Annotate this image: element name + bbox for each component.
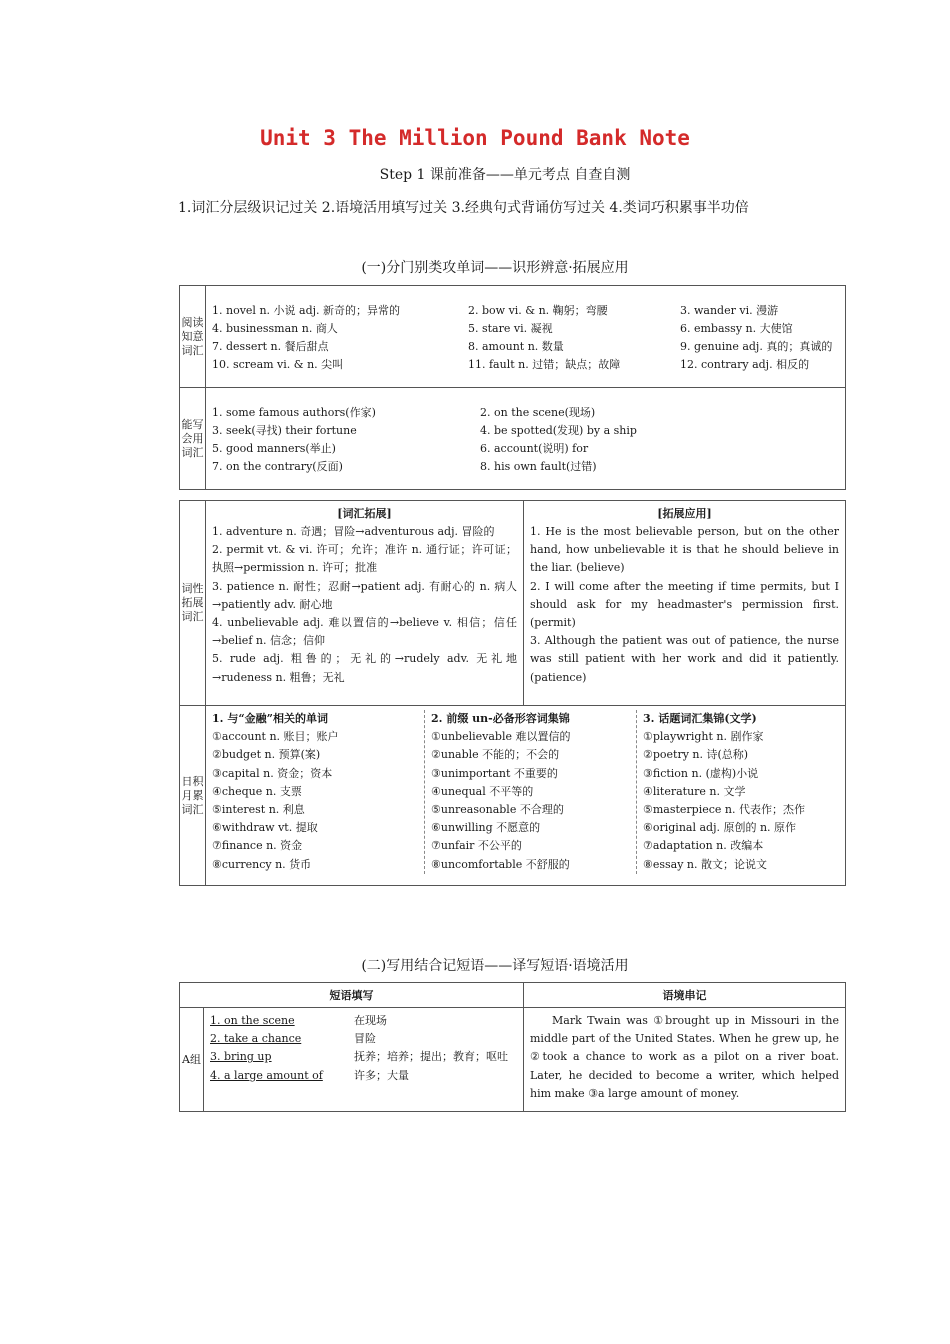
prefix-header: 2. 前缀 un-必备形容词集锦 — [431, 712, 570, 725]
list-item: ④literature n. 文学 — [643, 784, 746, 798]
list-item: 1. some famous authors(作家) — [212, 405, 376, 419]
prefix-words — [424, 710, 636, 874]
list-item: ⑤interest n. 利息 — [212, 803, 305, 817]
phrase-row — [210, 1012, 517, 1030]
expansion-table — [179, 500, 846, 886]
list-item: 3. Although the patient was out of patience, the nurse was still patient with her work and did it patiently. (patience) — [530, 634, 839, 684]
list-item: ⑦adaptation n. 改编本 — [643, 839, 764, 853]
group-label: A组 — [180, 1008, 204, 1112]
list-item: ③unimportant 不重要的 — [431, 766, 558, 780]
list-item: 6. embassy n. 大使馆 — [680, 321, 793, 335]
list-item: 2. permit vt. & vi. 许可；允许；准许 n. 通行证；许可证；执照→permission n. 许可；批准 — [212, 543, 517, 575]
list-item: ④unequal 不平等的 — [431, 784, 534, 798]
list-item: ⑥original adj. 原创的 n. 原作 — [643, 821, 797, 835]
phrase-row — [210, 1067, 517, 1085]
list-item: ①account n. 账目；账户 — [212, 730, 339, 744]
phrase-row — [210, 1048, 517, 1066]
phrase-cn: 在现场 — [354, 1014, 387, 1027]
list-item: 5. good manners(举止) — [212, 442, 336, 455]
expand-label: 词性拓展词汇 — [180, 501, 206, 706]
list-item: ①unbelievable 难以置信的 — [431, 730, 571, 744]
list-item: 3. patience n. 耐性；忍耐→patient adj. 有耐心的 n. 病人→patiently adv. 耐心地 — [212, 579, 517, 611]
list-item: 8. amount n. 数量 — [468, 340, 564, 353]
list-item: ⑧uncomfortable 不舒服的 — [431, 857, 570, 871]
list-item: 12. contrary adj. 相反的 — [680, 358, 810, 372]
list-item: 8. his own fault(过错) — [480, 460, 597, 474]
phrase-table — [179, 982, 846, 1112]
phrase-en: 4. a large amount of — [210, 1068, 323, 1082]
list-item: ⑤masterpiece n. 代表作；杰作 — [643, 803, 805, 817]
list-item: 2. bow vi. & n. 鞠躬；弯腰 — [468, 303, 608, 317]
list-item: 6. account(说明) for — [480, 442, 589, 455]
list-item: ②unable 不能的；不会的 — [431, 748, 560, 762]
list-item: 1. He is the most believable person, but on the other hand, how unbelievable it is that he should believe in the liar. (believe) — [530, 525, 839, 575]
list-item: 4. unbelievable adj. 难以置信的→believe v. 相信；信任→belief n. 信念；信仰 — [212, 616, 517, 648]
list-item: 2. I will come after the meeting if time permits, but I should ask for my headmaster's permission first. (permit) — [530, 579, 839, 630]
phrase-en: 1. on the scene — [210, 1014, 295, 1027]
finance-header: 1. 与“金融”相关的单词 — [212, 712, 328, 725]
phrase-cn: 抚养；培养；提出；教育；呕吐 — [354, 1050, 508, 1064]
list-item: ③fiction n. (虚构)小说 — [643, 766, 759, 780]
section-heading-1: (一)分门别类攻单词——识形辨意·拓展应用 — [361, 260, 629, 276]
list-item: 7. on the contrary(反面) — [212, 460, 343, 474]
list-item: ③capital n. 资金；资本 — [212, 766, 333, 780]
expand-right-header: [拓展应用] — [657, 507, 712, 520]
list-item: ⑧essay n. 散文；论说文 — [643, 857, 768, 871]
list-item: ⑥unwilling 不愿意的 — [431, 821, 541, 835]
list-item: 9. genuine adj. 真的；真诚的 — [680, 340, 833, 353]
phrase-header-left: 短语填写 — [180, 983, 524, 1008]
phrase-en: 2. take a chance — [210, 1032, 302, 1046]
intro-text: 1.词汇分层级识记过关 2.语境活用填写过关 3.经典句式背诵仿写过关 4.类词巧积累事半功倍 — [178, 200, 749, 216]
vocab-table — [179, 285, 846, 490]
list-item: 7. dessert n. 餐后甜点 — [212, 340, 329, 353]
list-item: 11. fault n. 过错；缺点；故障 — [468, 358, 621, 372]
expand-left-header: [词汇拓展] — [337, 507, 392, 520]
daily-label: 日积月累词汇 — [180, 706, 206, 886]
list-item: 4. be spotted(发现) by a ship — [480, 423, 637, 437]
phrase-cn: 许多；大量 — [354, 1068, 409, 1082]
reading-list — [212, 302, 839, 375]
step-heading: Step 1 课前准备——单元考点 自查自测 — [379, 167, 631, 183]
list-item: ⑦finance n. 资金 — [212, 839, 303, 853]
list-item: 2. on the scene(现场) — [480, 405, 596, 419]
list-item: 3. seek(寻找) their fortune — [212, 423, 357, 437]
finance-words — [212, 710, 424, 874]
list-item: ②budget n. 预算(案) — [212, 748, 321, 762]
section-heading-2: (二)写用结合记短语——译写短语·语境活用 — [361, 958, 629, 974]
list-item: 1. novel n. 小说 adj. 新奇的；异常的 — [212, 303, 401, 317]
list-item: ⑥withdraw vt. 提取 — [212, 821, 318, 835]
list-item: ⑦unfair 不公平的 — [431, 839, 522, 853]
writing-label: 能写会用词汇 — [180, 388, 206, 490]
context-paragraph: Mark Twain was ①brought up in Missouri in the middle part of the United States. When he grew up, he ②took a chance to work as a pilot on a river boat. Later, he decided to become a writer, which helped him make ③a large amount of money. — [530, 1014, 839, 1100]
list-item: 5. rude adj. 粗鲁的；无礼的→rudely adv. 无礼地→rudeness n. 粗鲁；无礼 — [212, 652, 517, 684]
phrase-cn: 冒险 — [354, 1032, 376, 1046]
literature-words — [636, 710, 839, 874]
literature-header: 3. 话题词汇集锦(文学) — [643, 712, 757, 725]
list-item: 3. wander vi. 漫游 — [680, 303, 779, 317]
phrase-header-right: 语境串记 — [524, 983, 846, 1008]
list-item: ⑧currency n. 货币 — [212, 857, 312, 871]
list-item: 10. scream vi. & n. 尖叫 — [212, 358, 344, 372]
list-item: 5. stare vi. 凝视 — [468, 321, 553, 335]
page-title: Unit 3 The Million Pound Bank Note — [260, 126, 690, 150]
writing-list — [212, 404, 839, 477]
reading-label: 阅读知意词汇 — [180, 286, 206, 388]
list-item: ①playwright n. 剧作家 — [643, 730, 764, 744]
list-item: ②poetry n. 诗(总称) — [643, 748, 749, 762]
list-item: 4. businessman n. 商人 — [212, 321, 338, 335]
list-item: 1. adventure n. 奇遇；冒险→adventurous adj. 冒险的 — [212, 525, 495, 538]
list-item: ⑤unreasonable 不合理的 — [431, 803, 564, 817]
phrase-row — [210, 1030, 517, 1048]
list-item: ④cheque n. 支票 — [212, 784, 302, 798]
phrase-en: 3. bring up — [210, 1050, 272, 1064]
